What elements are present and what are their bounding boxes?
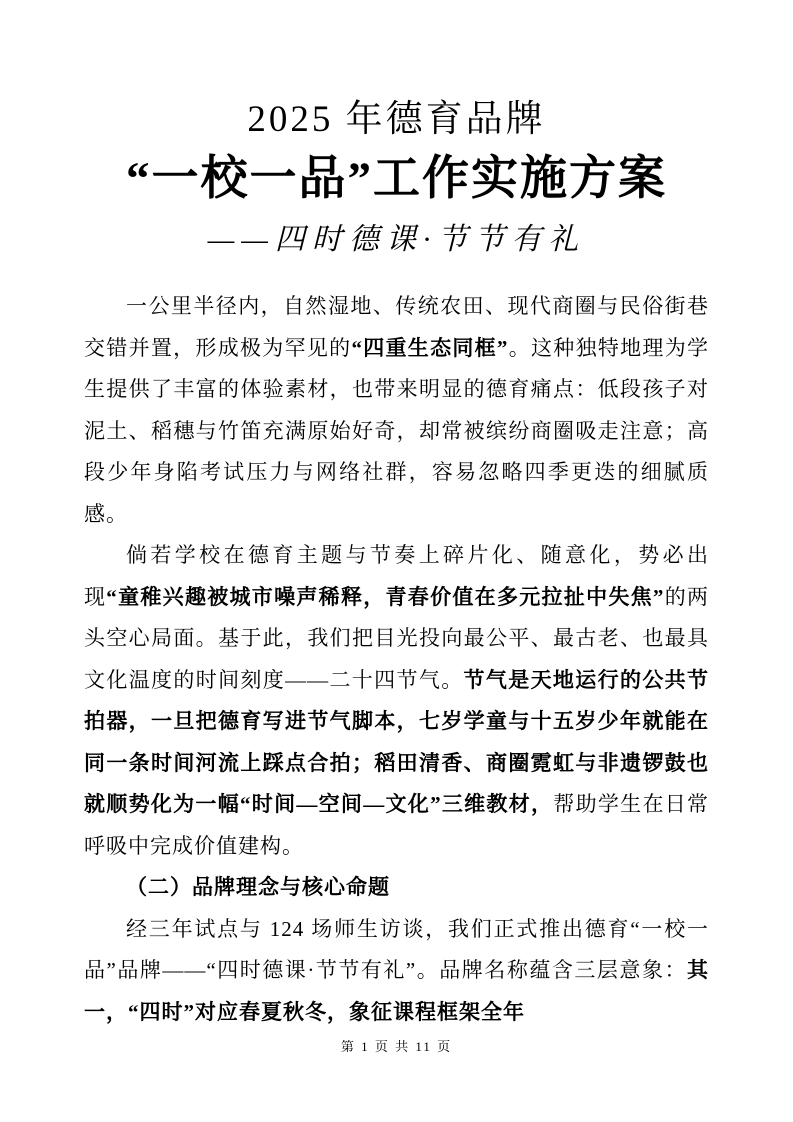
- page-number-footer: 第 1 页 共 11 页: [340, 1039, 453, 1054]
- bold-text-run: 节气是天地运行的公共节拍器，一旦把德育写进节气脚本，七岁学童与十五岁少年就能在同一条时间河流上踩点合拍；稻田清香、商圈霓虹与非遗锣鼓也就顺势化为一幅“时间—空间—文化”三维教材，: [84, 667, 710, 816]
- text-run: 的两头空心局面。基于此，我们把目光投向最公平、最古老、也最具文化温度的时间刻度——二十四节气。: [84, 584, 710, 692]
- body-paragraph: [84, 286, 709, 535]
- doc-title-line2: “一校一品”工作实施方案: [126, 153, 667, 205]
- bold-text-run: （二）品牌理念与核心命题: [126, 876, 390, 899]
- text-run: 。这种独特地理为学生提供了丰富的体验素材，也带来明显的德育痛点：低段孩子对泥土、稻穗与竹笛充满原始好奇，却常被缤纷商圈吸走注意；高段少年身陷考试压力与网络社群，容易忽略四季更迭的细腻质感。: [84, 335, 710, 526]
- doc-subtitle: ——四时德课·节节有礼: [207, 223, 586, 256]
- bold-text-run: “童稚兴趣被城市噪声稀释，青春价值在多元拉扯中失焦”: [106, 584, 665, 609]
- text-run: 帮助学生在日常呼吸中完成价值建构。: [84, 792, 710, 858]
- section-heading: [84, 867, 709, 909]
- doc-title-line1: 2025 年德育品牌: [247, 99, 546, 140]
- bold-text-run: 其一，“四时”对应春夏秋冬，象征课程框架全年: [84, 958, 709, 1024]
- text-run: 倘若学校在德育主题与节奏上碎片化、随意化，势必出现: [84, 543, 709, 609]
- bold-text-run: “四重生态同框”: [351, 335, 509, 360]
- title-block: [0, 92, 793, 262]
- text-run: 一公里半径内，自然湿地、传统农田、现代商圈与民俗街巷交错并置，形成极为罕见的: [84, 294, 709, 360]
- body-paragraph: [84, 535, 709, 867]
- text-run: 经三年试点与 124 场师生访谈，我们正式推出德育“一校一品”品牌——“四时德课·节节有礼”。品牌名称蕴含三层意象：: [84, 916, 709, 982]
- document-body: [84, 286, 709, 1033]
- body-paragraph: [84, 909, 709, 1034]
